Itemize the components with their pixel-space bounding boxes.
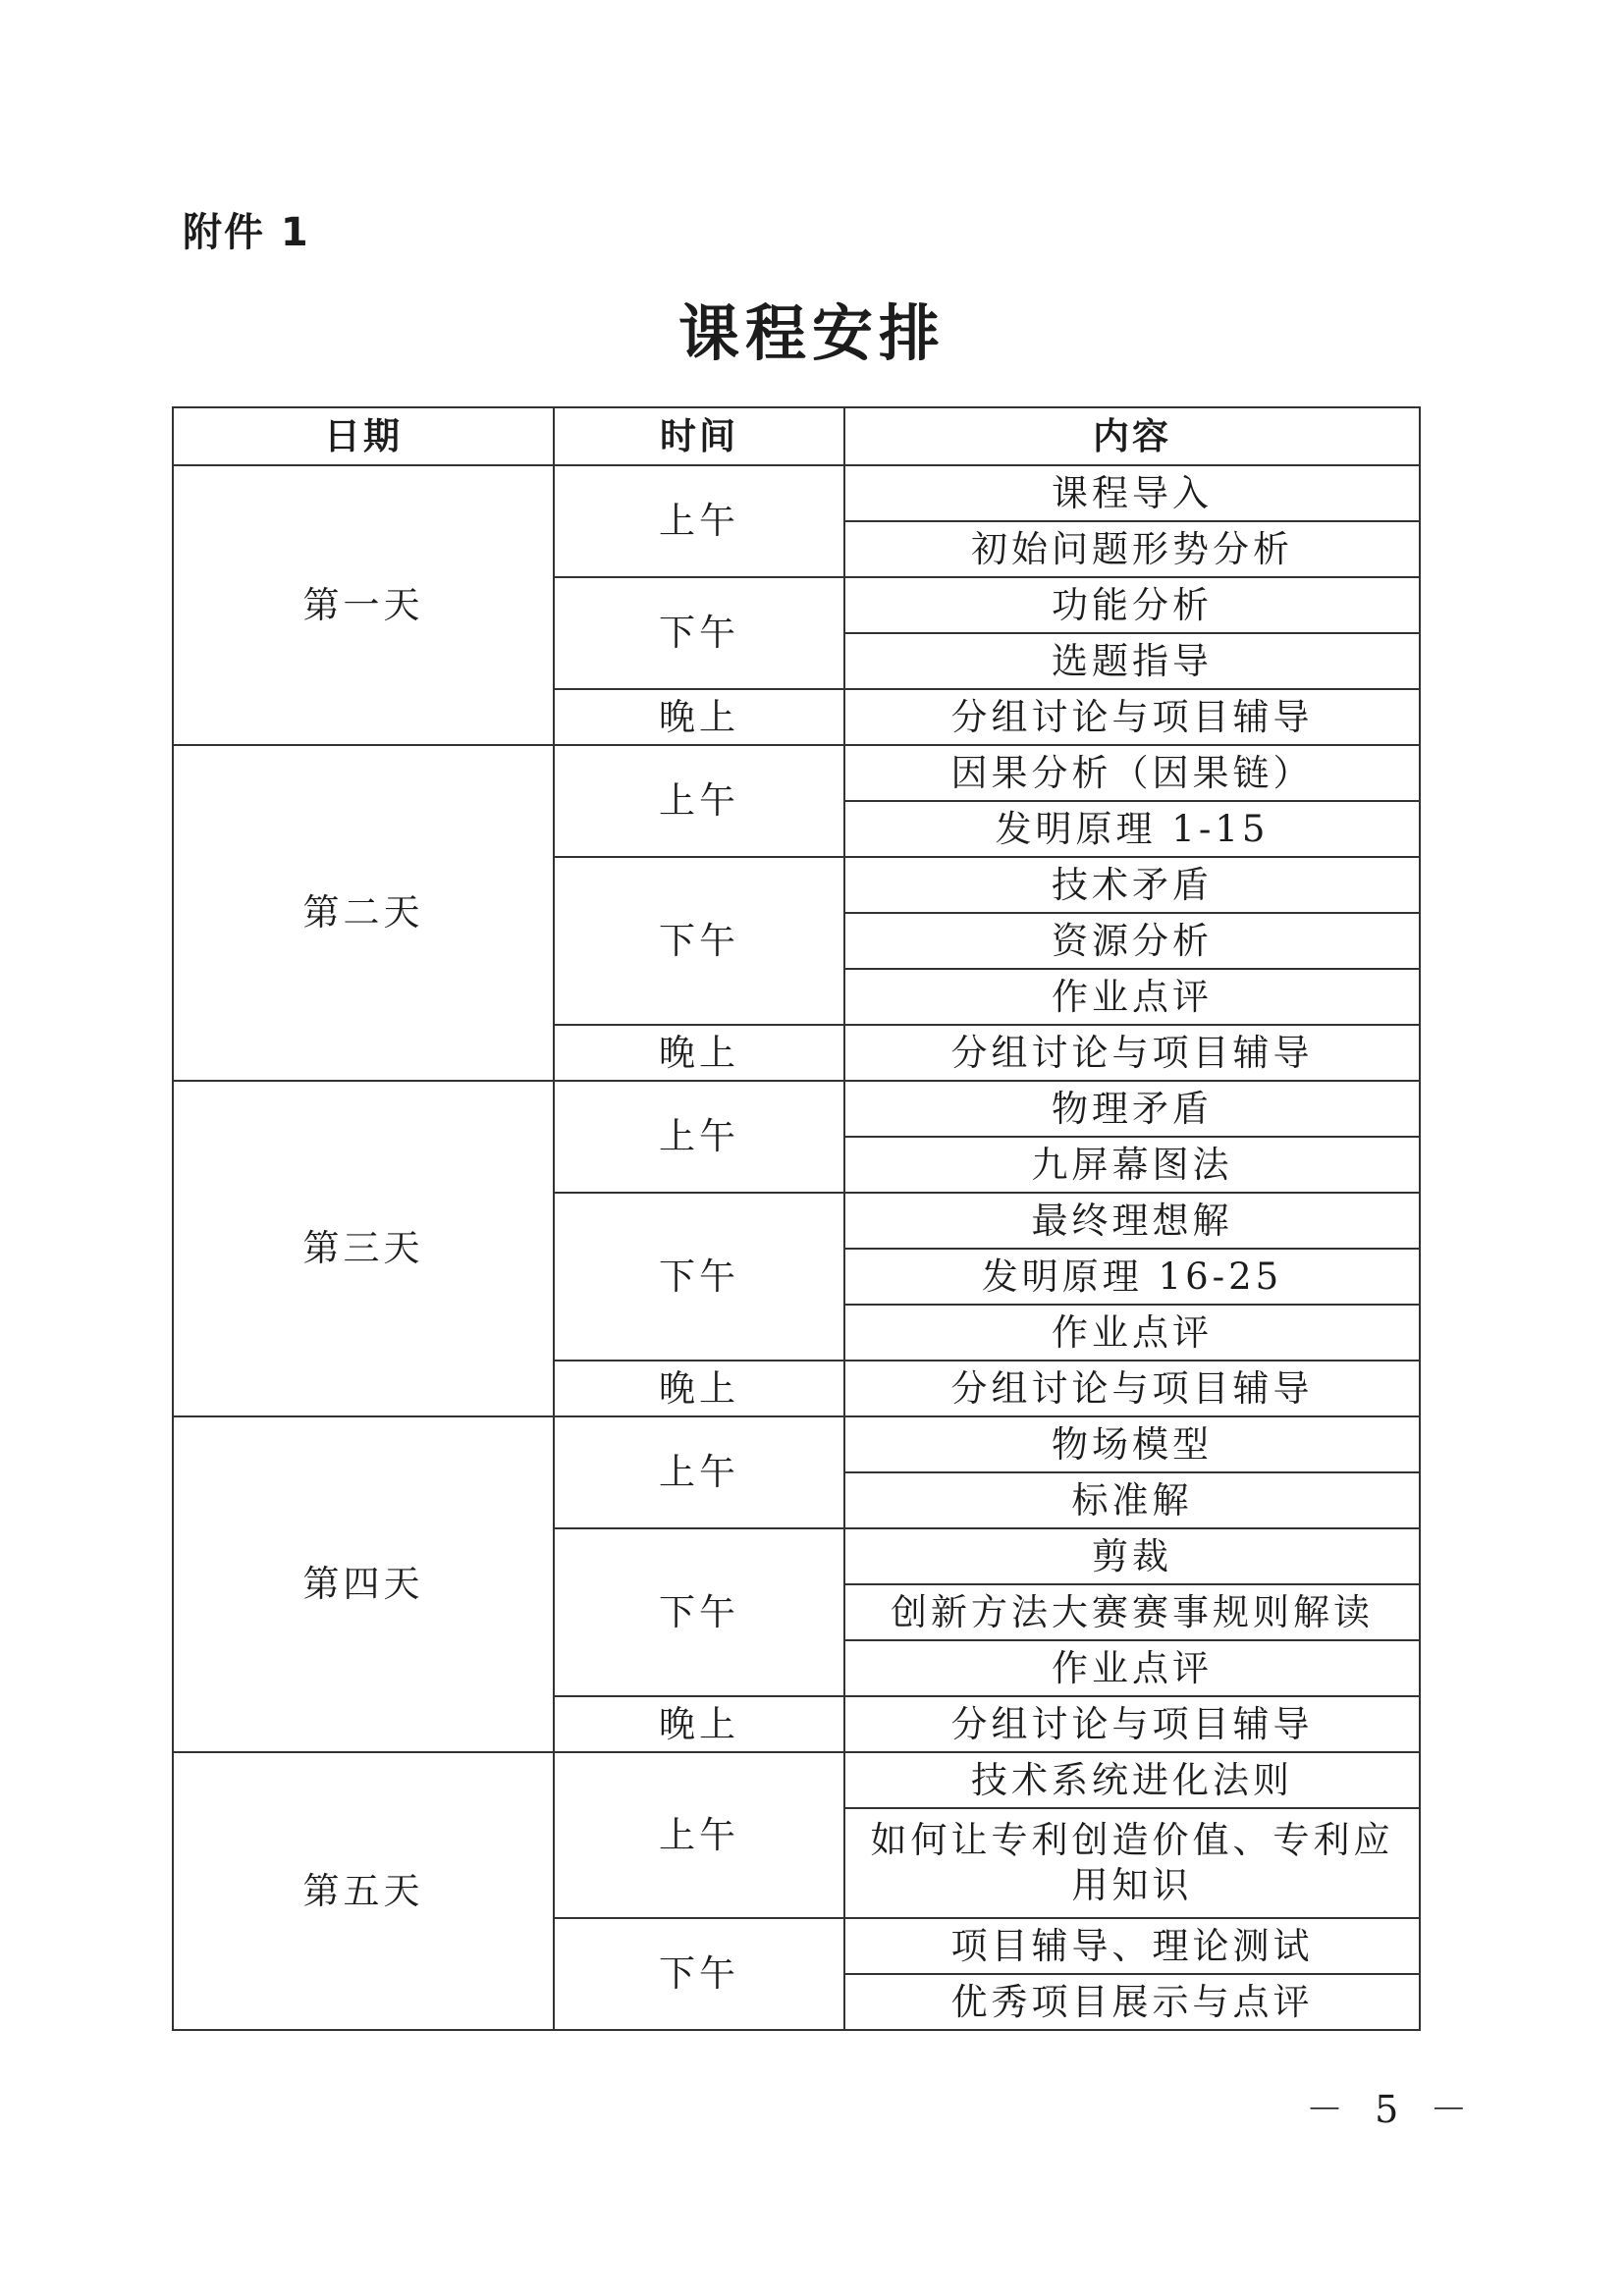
content-cell: 因果分析（因果链） (844, 745, 1420, 801)
time-cell: 下午 (554, 577, 844, 689)
content-cell: 最终理想解 (844, 1193, 1420, 1249)
content-cell: 创新方法大赛赛事规则解读 (844, 1584, 1420, 1640)
content-cell: 发明原理 1-15 (844, 801, 1420, 857)
time-cell: 晚上 (554, 1361, 844, 1416)
date-cell: 第三天 (173, 1081, 554, 1416)
table-header-row (173, 407, 1420, 465)
page-number: － 5 － (1306, 2088, 1478, 2131)
content-cell: 九屏幕图法 (844, 1137, 1420, 1193)
content-cell: 物场模型 (844, 1416, 1420, 1472)
date-cell: 第一天 (173, 465, 554, 745)
time-cell: 晚上 (554, 1696, 844, 1752)
content-cell: 作业点评 (844, 1305, 1420, 1361)
content-cell: 发明原理 16-25 (844, 1249, 1420, 1305)
content-cell: 课程导入 (844, 465, 1420, 521)
header-time: 时间 (554, 407, 844, 465)
time-cell: 上午 (554, 465, 844, 577)
content-cell: 技术矛盾 (844, 857, 1420, 913)
content-cell: 作业点评 (844, 969, 1420, 1025)
date-cell: 第四天 (173, 1416, 554, 1752)
table-row (173, 1752, 1420, 1808)
date-cell: 第二天 (173, 745, 554, 1081)
table-row (173, 1416, 1420, 1472)
content-cell: 资源分析 (844, 913, 1420, 969)
attachment-label: 附件 1 (183, 210, 310, 255)
time-cell: 下午 (554, 1193, 844, 1361)
time-cell: 下午 (554, 1918, 844, 2030)
table-row (173, 745, 1420, 801)
table-row (173, 465, 1420, 521)
header-content: 内容 (844, 407, 1420, 465)
date-cell: 第五天 (173, 1752, 554, 2030)
content-cell: 如何让专利创造价值、专利应用知识 (844, 1808, 1420, 1918)
content-cell: 项目辅导、理论测试 (844, 1918, 1420, 1974)
content-cell: 分组讨论与项目辅导 (844, 1361, 1420, 1416)
content-cell: 初始问题形势分析 (844, 521, 1420, 577)
time-cell: 上午 (554, 1416, 844, 1528)
time-cell: 下午 (554, 1528, 844, 1696)
time-cell: 上午 (554, 1752, 844, 1918)
header-date: 日期 (173, 407, 554, 465)
page-title: 课程安排 (677, 297, 946, 369)
schedule-table (172, 406, 1421, 2031)
content-cell: 优秀项目展示与点评 (844, 1974, 1420, 2030)
content-cell: 剪裁 (844, 1528, 1420, 1584)
content-cell: 分组讨论与项目辅导 (844, 689, 1420, 745)
content-cell: 技术系统进化法则 (844, 1752, 1420, 1808)
table-row (173, 1081, 1420, 1137)
content-cell: 分组讨论与项目辅导 (844, 1696, 1420, 1752)
time-cell: 晚上 (554, 689, 844, 745)
content-cell: 作业点评 (844, 1640, 1420, 1696)
time-cell: 上午 (554, 1081, 844, 1193)
content-cell: 分组讨论与项目辅导 (844, 1025, 1420, 1081)
content-cell: 标准解 (844, 1472, 1420, 1528)
time-cell: 上午 (554, 745, 844, 857)
content-cell: 功能分析 (844, 577, 1420, 633)
time-cell: 晚上 (554, 1025, 844, 1081)
content-cell: 物理矛盾 (844, 1081, 1420, 1137)
content-cell: 选题指导 (844, 633, 1420, 689)
time-cell: 下午 (554, 857, 844, 1025)
